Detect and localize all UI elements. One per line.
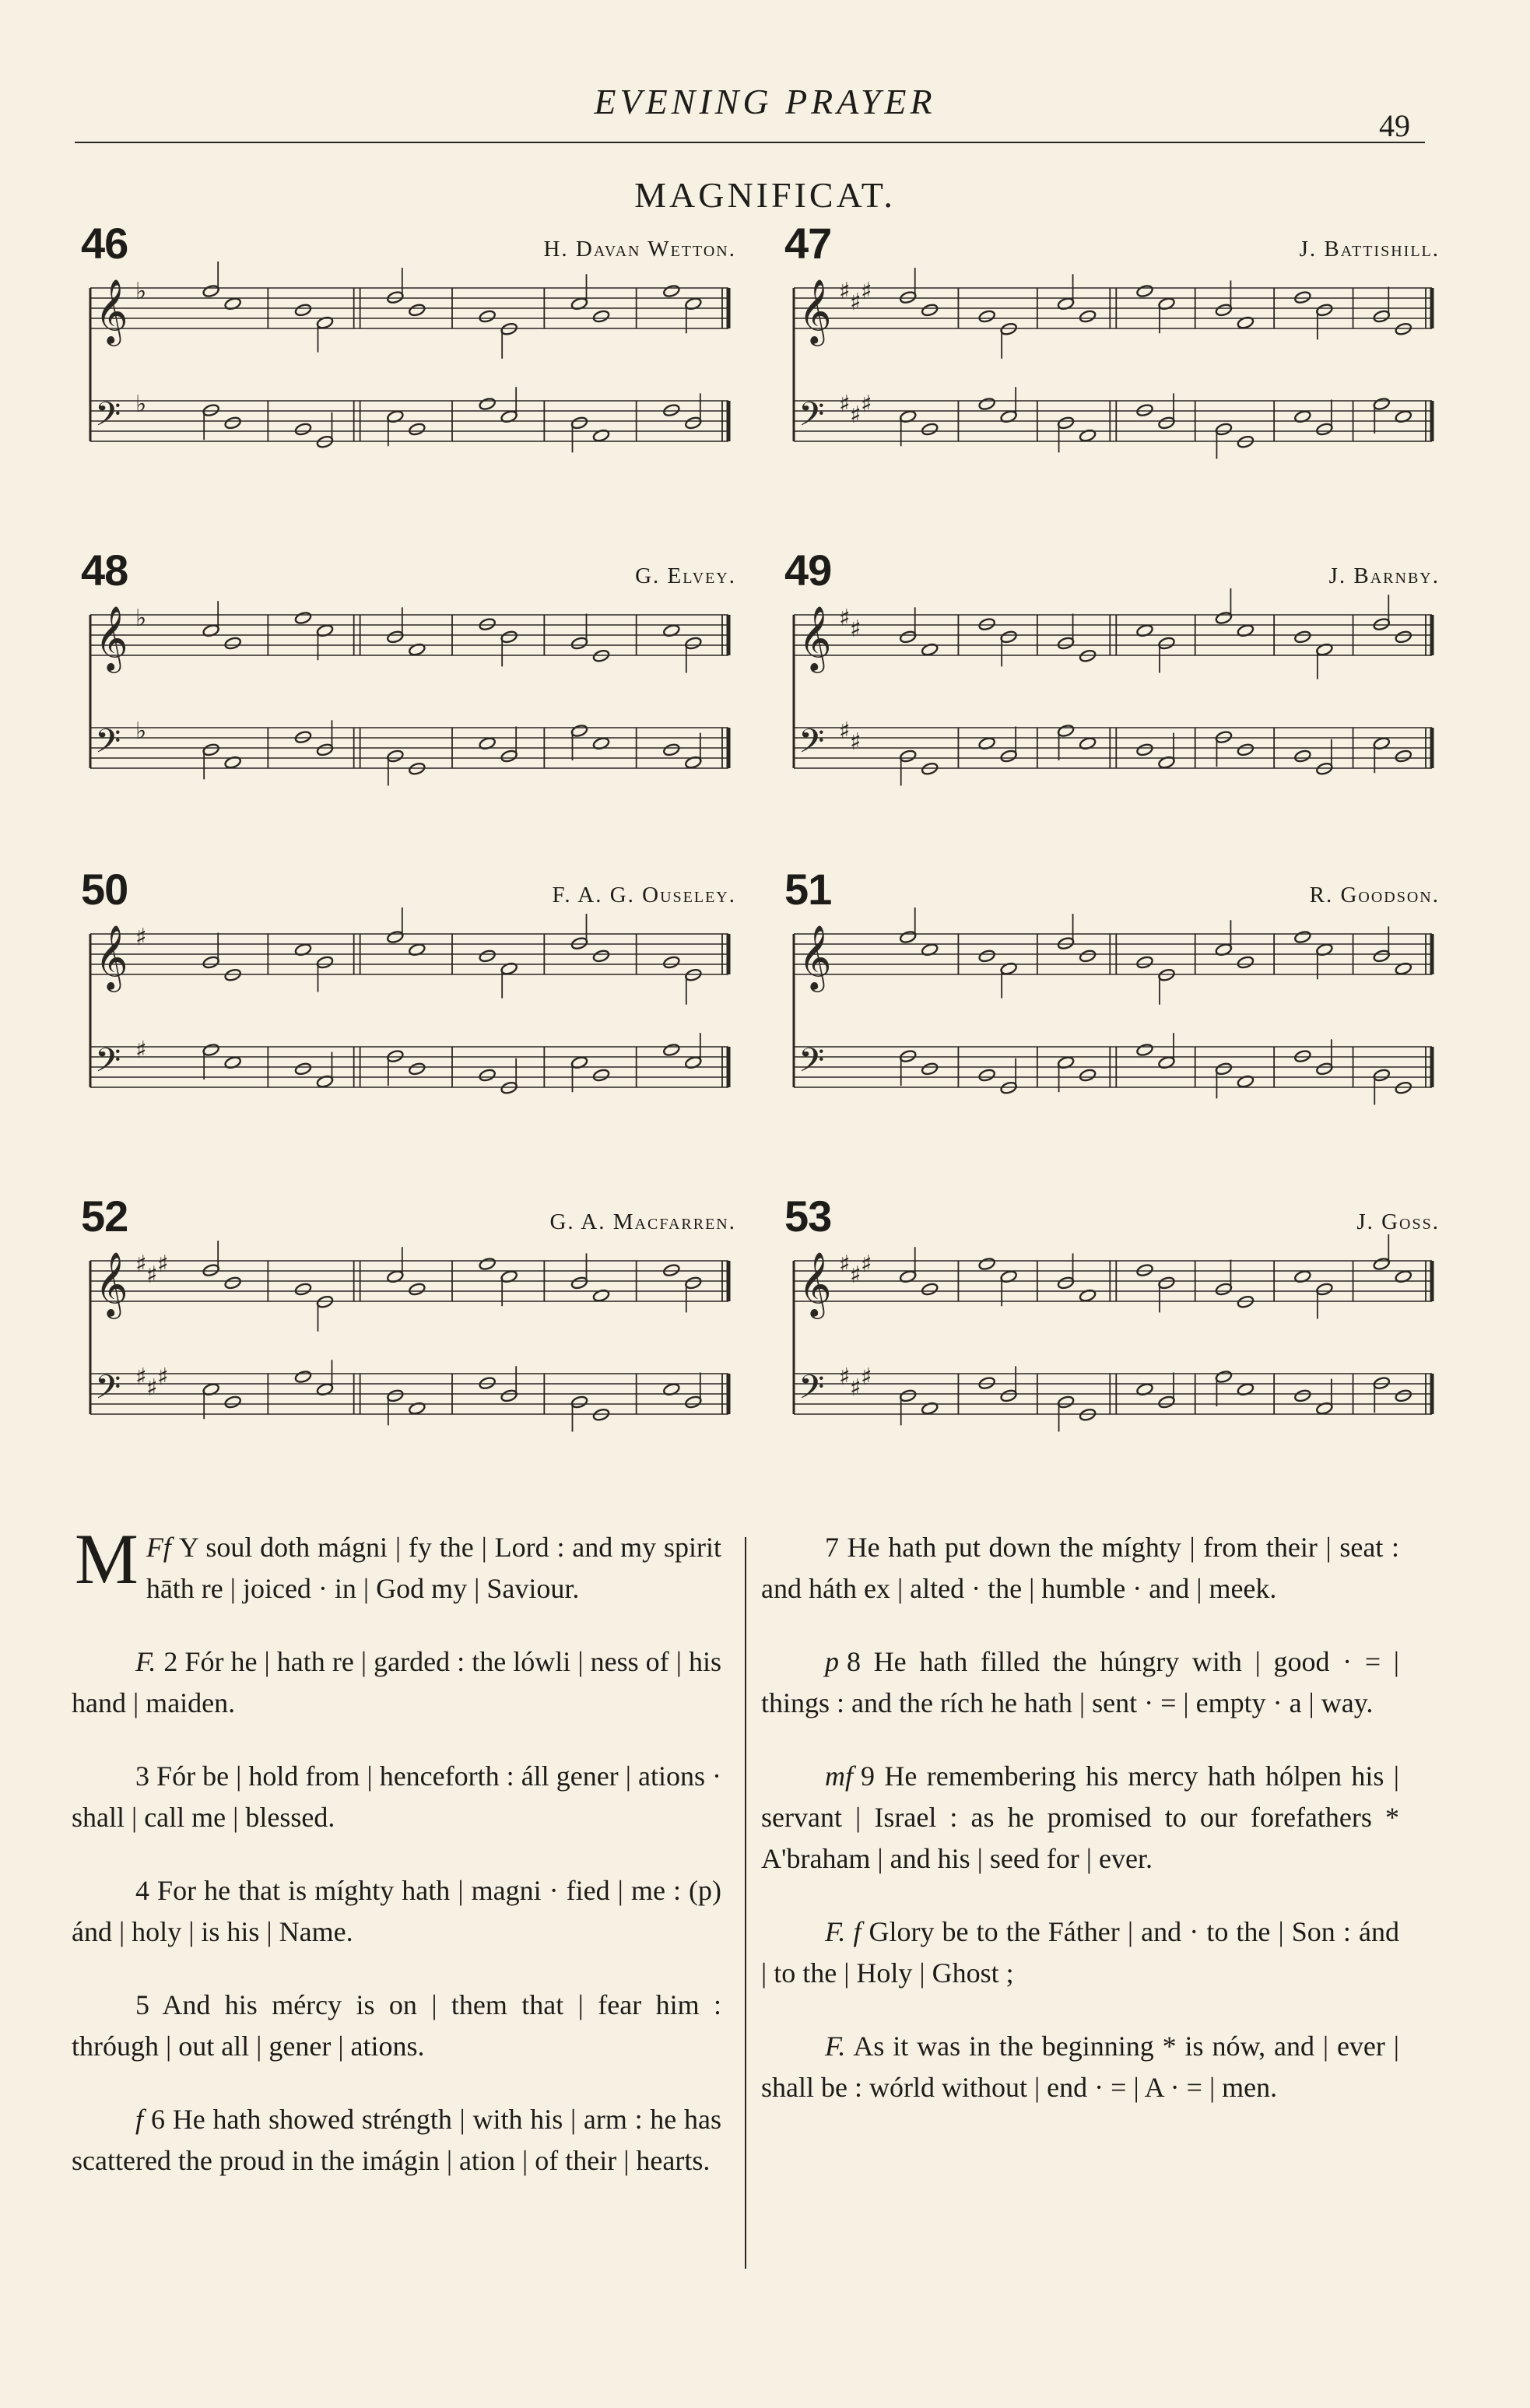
- tune-51: [778, 864, 1440, 1132]
- tune-53: [778, 1191, 1440, 1459]
- tune-47: [778, 218, 1440, 486]
- svg-text:𝄞: 𝄞: [798, 1251, 832, 1316]
- tune-composer: H. Davan Wetton.: [543, 237, 736, 262]
- svg-text:♯: ♯: [850, 1374, 862, 1402]
- svg-text:♯: ♯: [135, 924, 147, 951]
- svg-text:♯: ♯: [146, 1374, 158, 1402]
- svg-text:𝄞: 𝄞: [95, 605, 128, 670]
- svg-text:𝄢: 𝄢: [95, 1368, 121, 1415]
- svg-text:𝄞: 𝄞: [95, 1251, 128, 1316]
- canticle-left-column: [72, 1519, 721, 2213]
- chant-score: [778, 218, 1440, 486]
- svg-text:♯: ♯: [850, 728, 862, 756]
- svg-text:𝄞: 𝄞: [95, 924, 128, 989]
- svg-text:𝄢: 𝄢: [798, 1368, 825, 1415]
- svg-text:♯: ♯: [861, 391, 872, 418]
- svg-text:♯: ♯: [839, 391, 851, 418]
- svg-text:♯: ♯: [839, 718, 851, 745]
- dynamic-mark: F.: [135, 1646, 156, 1677]
- svg-text:𝄞: 𝄞: [798, 278, 832, 343]
- verse: [761, 2026, 1399, 2108]
- verse: [72, 1641, 721, 1724]
- svg-text:♯: ♯: [839, 1251, 851, 1278]
- chant-score: [75, 1191, 736, 1459]
- svg-text:𝄞: 𝄞: [798, 605, 832, 670]
- running-head: EVENING PRAYER: [594, 82, 936, 121]
- svg-text:𝄢: 𝄢: [798, 1041, 825, 1088]
- svg-text:𝄢: 𝄢: [95, 722, 121, 769]
- verse: [761, 1911, 1399, 1994]
- chant-score: [75, 218, 736, 486]
- canticle-right-column: [761, 1527, 1399, 2140]
- tune-number: 53: [784, 1192, 832, 1241]
- svg-text:♯: ♯: [861, 1251, 872, 1278]
- verse-text: As it was in the beginning * is nów, and | ever | shall be : wórld without | end · = | A · = | men.: [761, 2031, 1399, 2103]
- svg-text:♯: ♯: [839, 278, 851, 305]
- svg-text:𝄞: 𝄞: [798, 924, 832, 989]
- verse: [761, 1756, 1399, 1880]
- tune-number: 46: [81, 219, 128, 268]
- tune-composer: R. Goodson.: [1309, 883, 1440, 907]
- svg-text:𝄢: 𝄢: [798, 395, 825, 442]
- tune-number: 48: [81, 546, 128, 595]
- svg-text:𝄢: 𝄢: [95, 395, 121, 442]
- dynamic-mark: mf: [825, 1760, 853, 1792]
- chant-score: [75, 545, 736, 813]
- chant-score: [778, 1191, 1440, 1459]
- svg-text:𝄞: 𝄞: [95, 278, 128, 343]
- verse: [761, 1641, 1399, 1724]
- tune-52: [75, 1191, 736, 1459]
- dynamic-mark: f: [135, 2104, 144, 2135]
- verse-text: 5 And his mércy is on | them that | fear him : thróugh | out all | gener | ations.: [72, 1989, 721, 2062]
- verse-text: 4 For he that is míghty hath | magni · fied | me : (p) ánd | holy | is his | Name.: [72, 1875, 721, 1947]
- verse-text: 6 He hath showed stréngth | with his | arm : he has scattered the proud in the imágin | ation | of their | hearts.: [72, 2104, 721, 2176]
- dynamic-mark: F. f: [825, 1916, 862, 1947]
- svg-text:♭: ♭: [135, 718, 147, 745]
- verse: [72, 1756, 721, 1838]
- svg-text:♯: ♯: [850, 1262, 862, 1289]
- header-rule: [75, 142, 1425, 143]
- verse-text: 9 He remembering his mercy hath hólpen his | servant | Israel : as he promised to our forefathers * A'braham | and his | seed for | ever.: [761, 1760, 1399, 1874]
- tune-composer: J. Barnby.: [1328, 563, 1440, 588]
- svg-text:♯: ♯: [135, 1251, 147, 1278]
- svg-text:♯: ♯: [861, 1364, 872, 1391]
- svg-text:♯: ♯: [839, 1364, 851, 1391]
- verse-text: 3 Fór be | hold from | henceforth : áll gener | ations · shall | call me | blessed.: [72, 1760, 721, 1833]
- tune-46: [75, 218, 736, 486]
- tune-number: 52: [81, 1192, 128, 1241]
- svg-text:𝄢: 𝄢: [798, 722, 825, 769]
- svg-text:♯: ♯: [850, 402, 862, 429]
- verse: [761, 1527, 1399, 1609]
- tune-composer: F. A. G. Ouseley.: [552, 883, 736, 907]
- verse: [72, 2099, 721, 2182]
- dynamic-mark: F.: [825, 2031, 846, 2062]
- verse: [72, 1519, 721, 1609]
- chant-score: [778, 864, 1440, 1132]
- svg-text:♯: ♯: [146, 1262, 158, 1289]
- verse-text: Y soul doth mágni | fy the | Lord : and my spirit hāth re | joiced · in | God my | Saviour.: [146, 1532, 721, 1604]
- section-title: MAGNIFICAT.: [634, 175, 896, 215]
- tune-49: [778, 545, 1440, 813]
- tune-number: 49: [784, 546, 832, 595]
- page-number: 49: [1379, 108, 1410, 143]
- svg-text:♭: ♭: [135, 605, 147, 632]
- verse: [72, 1985, 721, 2067]
- verse-text: 2 Fór he | hath re | garded : the lówli | ness of | his hand | maiden.: [72, 1646, 721, 1718]
- tune-composer: G. A. Macfarren.: [549, 1209, 736, 1234]
- tune-composer: J. Goss.: [1356, 1209, 1440, 1234]
- chant-score: [778, 545, 1440, 813]
- dynamic-mark: p: [825, 1646, 839, 1677]
- svg-text:♯: ♯: [135, 1364, 147, 1391]
- tune-composer: J. Battishill.: [1299, 237, 1440, 262]
- column-divider: [745, 1537, 746, 2269]
- svg-text:♭: ♭: [135, 278, 147, 305]
- svg-text:♯: ♯: [861, 278, 872, 305]
- svg-text:♯: ♯: [850, 616, 862, 643]
- chant-score: [75, 864, 736, 1132]
- svg-text:♯: ♯: [850, 289, 862, 316]
- svg-text:♯: ♯: [157, 1364, 169, 1391]
- svg-text:♯: ♯: [839, 605, 851, 632]
- verse-text: 7 He hath put down the míghty | from their | seat : and háth ex | alted · the | humble · and | meek.: [761, 1532, 1399, 1604]
- svg-text:𝄢: 𝄢: [95, 1041, 121, 1088]
- verse-text: 8 He hath filled the húngry with | good · = | things : and the rích he hath | sent · = | empty · a | way.: [761, 1646, 1399, 1718]
- tune-number: 47: [784, 219, 832, 268]
- tune-composer: G. Elvey.: [635, 563, 736, 588]
- svg-text:♭: ♭: [135, 391, 147, 418]
- svg-text:♯: ♯: [135, 1037, 147, 1064]
- drop-cap: M: [75, 1519, 139, 1599]
- dynamic-mark: Ff: [146, 1532, 171, 1563]
- tune-number: 51: [784, 865, 832, 914]
- tune-number: 50: [81, 865, 128, 914]
- verse-text: Glory be to the Fáther | and · to the | Son : ánd | to the | Holy | Ghost ;: [761, 1916, 1399, 1989]
- svg-text:♯: ♯: [157, 1251, 169, 1278]
- tune-50: [75, 864, 736, 1132]
- tune-48: [75, 545, 736, 813]
- verse: [72, 1870, 721, 1953]
